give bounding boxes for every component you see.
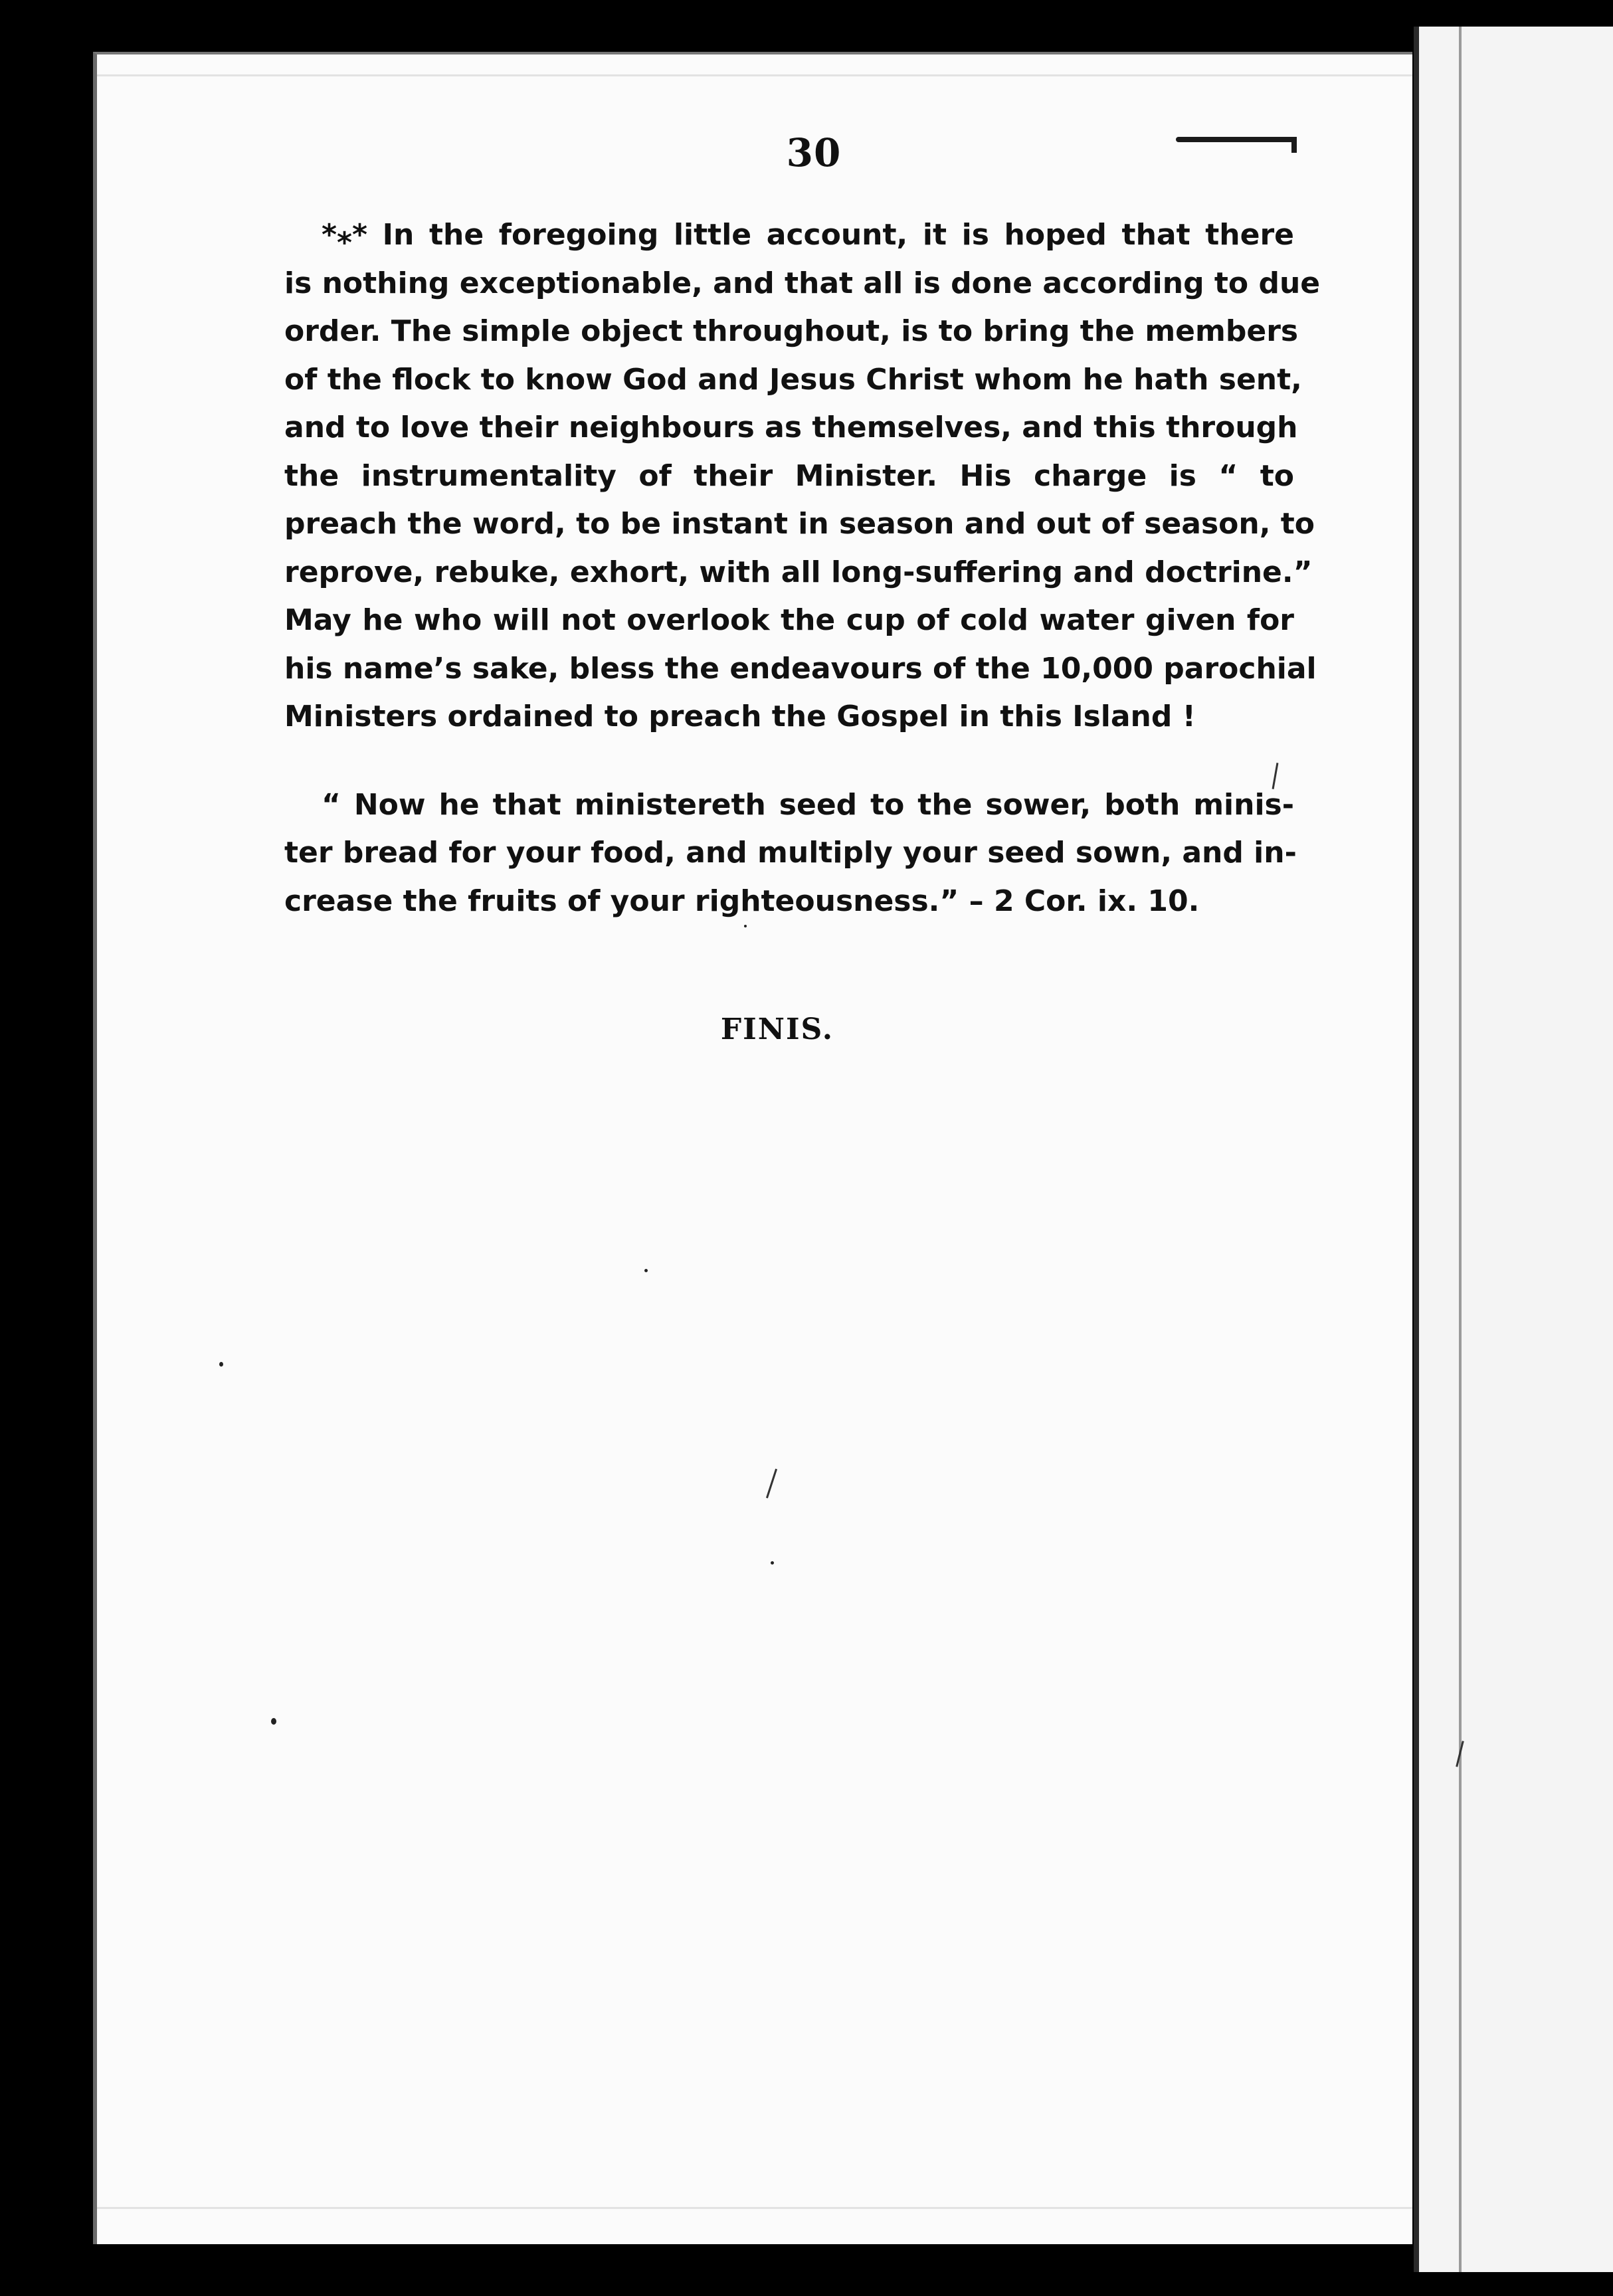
ink-speck [744, 925, 747, 927]
text-line: the instrumentality of their Minister. His charge is “ to [284, 458, 1294, 493]
text-line: reprove, rebuke, exhort, with all long-suffering and doctrine.” [284, 555, 1313, 589]
closing-paragraph [284, 211, 1321, 741]
ink-speck [771, 1561, 774, 1565]
page-bleed-line [97, 74, 1412, 76]
ink-speck [271, 1718, 276, 1725]
text-line: and to love their neighbours as themselves, and this through [284, 411, 1298, 444]
page-bleed-line [97, 2207, 1412, 2209]
page-number: 30 [786, 130, 842, 175]
text-line: Ministers ordained to preach the Gospel in this Island ! [284, 700, 1196, 733]
scripture-quote [284, 781, 1297, 926]
text-line: is nothing exceptionable, and that all is done according to due [284, 266, 1321, 300]
text-line: May he who will not overlook the cup of cold water given for [284, 603, 1294, 637]
body-text [284, 211, 1321, 925]
text-line: ter bread for your food, and multiply your seed sown, and in- [284, 836, 1297, 870]
printer-ornament [1176, 137, 1295, 142]
text-line: crease the fruits of your righteousness.” – 2 Cor. ix. 10. [284, 884, 1200, 918]
text-line: “ Now he that ministereth seed to the sower, both minis- [322, 787, 1294, 822]
text-line: *⁎* In the foregoing little account, it is hoped that there [322, 218, 1294, 252]
text-line: order. The simple object throughout, is to bring the members [284, 314, 1299, 348]
ink-speck [644, 1269, 648, 1272]
facing-page-edge [1414, 27, 1613, 2272]
text-line: his name’s sake, bless the endeavours of the 10,000 parochial [284, 651, 1317, 686]
ink-speck [219, 1362, 223, 1367]
finis-heading: FINIS. [720, 1012, 834, 1046]
text-line: of the flock to know God and Jesus Christ whom he hath sent, [284, 362, 1302, 397]
facing-page-fold [1459, 27, 1462, 2272]
text-line: preach the word, to be instant in season and out of season, to [284, 507, 1315, 541]
